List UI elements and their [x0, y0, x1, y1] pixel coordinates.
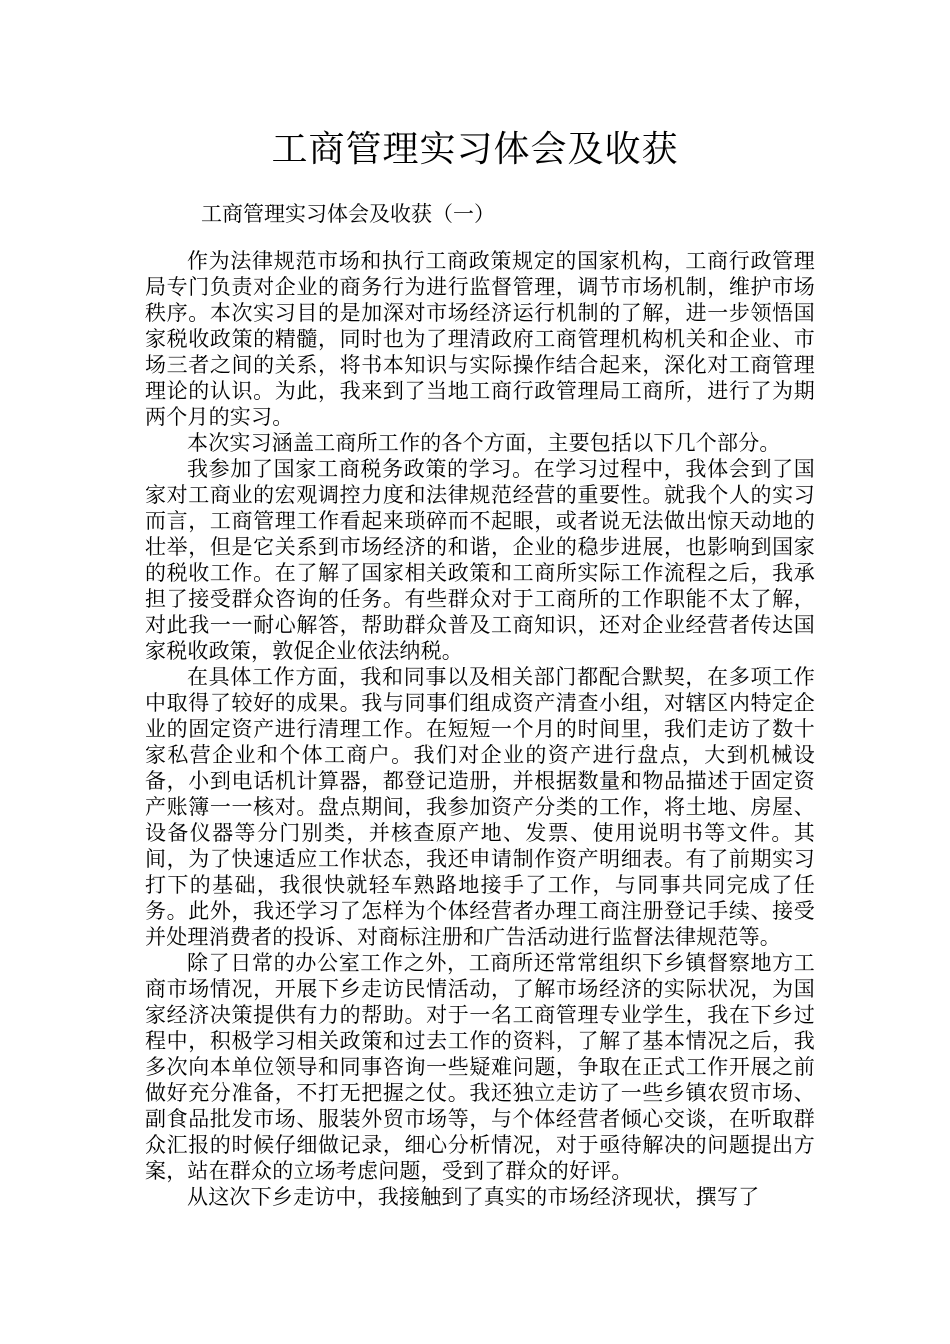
document-body: [145, 248, 815, 1210]
paragraph: 除了日常的办公室工作之外，工商所还常常组织下乡镇督察地方工商市场情况，开展下乡走访民情活动，了解市场经济的实际状况，为国家经济决策提供有力的帮助。对于一名工商管理专业学生，我在下乡过程中，积极学习相关政策和过去工作的资料，了解了基本情况之后，我多次向本单位领导和同事咨询一些疑难问题，争取在正式工作开展之前做好充分准备，不打无把握之仗。我还独立走访了一些乡镇农贸市场、副食品批发市场、服装外贸市场等，与个体经营者倾心交谈，在听取群众汇报的时候仔细做记录，细心分析情况，对于亟待解决的问题提出方案，站在群众的立场考虑问题，受到了群众的好评。: [145, 951, 815, 1183]
section-subtitle: 工商管理实习体会及收获（一）: [201, 202, 495, 226]
document-title: 工商管理实习体会及收获: [271, 129, 679, 170]
paragraph: 本次实习涵盖工商所工作的各个方面，主要包括以下几个部分。: [187, 431, 781, 455]
paragraph: 我参加了国家工商税务政策的学习。在学习过程中，我体会到了国家对工商业的宏观调控力度和法律规范经营的重要性。就我个人的实习而言，工商管理工作看起来琐碎而不起眼，或者说无法做出惊天动地的壮举，但是它关系到市场经济的和谐，企业的稳步进展，也影响到国家的税收工作。在了解了国家相关政策和工商所实际工作流程之后，我承担了接受群众咨询的任务。有些群众对于工商所的工作职能不太了解，对此我一一耐心解答，帮助群众普及工商知识，还对企业经营者传达国家税收政策，敦促企业依法纳税。: [145, 457, 815, 663]
paragraph: 作为法律规范市场和执行工商政策规定的国家机构，工商行政管理局专门负责对企业的商务行为进行监督管理，调节市场机制，维护市场秩序。本次实习目的是加深对市场经济运行机制的了解，进一步领悟国家税收政策的精髓，同时也为了理清政府工商管理机构机关和企业、市场三者之间的关系，将书本知识与实际操作结合起来，深化对工商管理理论的认识。为此，我来到了当地工商行政管理局工商所，进行了为期两个月的实习。: [145, 249, 815, 429]
paragraph: 在具体工作方面，我和同事以及相关部门都配合默契，在多项工作中取得了较好的成果。我与同事们组成资产清查小组，对辖区内特定企业的固定资产进行清理工作。在短短一个月的时间里，我们走访了数十家私营企业和个体工商户。我们对企业的资产进行盘点，大到机械设备，小到电话机计算器，都登记造册，并根据数量和物品描述于固定资产账簿一一核对。盘点期间，我参加资产分类的工作，将土地、房屋、设备仪器等分门别类，并核查原产地、发票、使用说明书等文件。其间，为了快速适应工作状态，我还申请制作资产明细表。有了前期实习打下的基础，我很快就轻车熟路地接手了工作，与同事共同完成了任务。此外，我还学习了怎样为个体经营者办理工商注册登记手续、接受并处理消费者的投诉、对商标注册和广告活动进行监督法律规范等。: [145, 665, 815, 949]
paragraph: 从这次下乡走访中，我接触到了真实的市场经济现状，撰写了: [187, 1185, 760, 1209]
